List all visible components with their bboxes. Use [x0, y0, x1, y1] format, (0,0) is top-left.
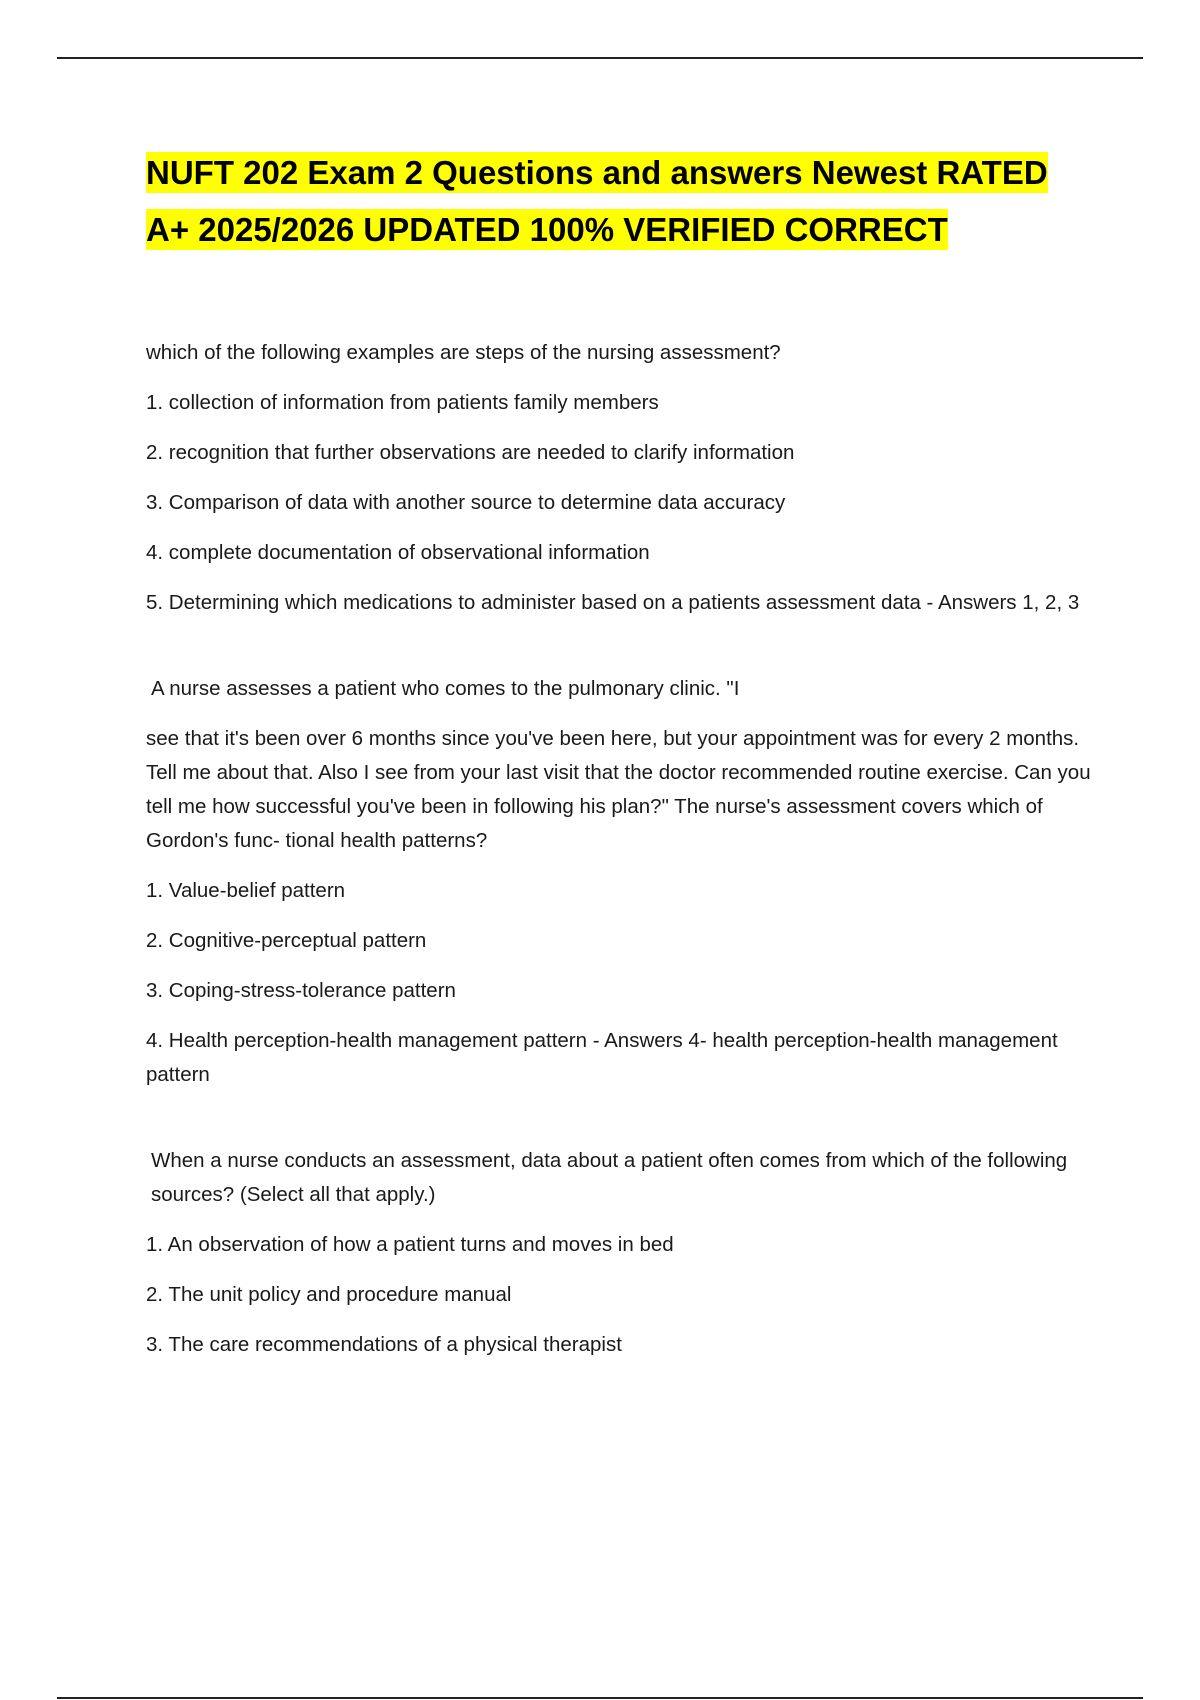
answer-option: 1. Value-belief pattern — [146, 879, 346, 902]
question-stem: When a nurse conducts an assessment, data about a patient often comes from which of the following sources? (Select all that apply.) — [151, 1149, 1068, 1206]
question-stem: which of the following examples are steps of the nursing assessment? — [146, 341, 781, 364]
answer-option: 3. Coping-stress-tolerance pattern — [146, 979, 456, 1002]
highlighted-title-text: NUFT 202 Exam 2 Questions and answers Newest RATED A+ 2025/2026 UPDATED 100% VERIFIED CORRECT — [146, 154, 1048, 248]
document-title — [146, 144, 1096, 258]
document-body — [146, 144, 1096, 1378]
top-rule — [57, 57, 1143, 59]
answer-option: 1. An observation of how a patient turns and moves in bed — [146, 1233, 674, 1256]
answer-option: 3. Comparison of data with another source to determine data accuracy — [146, 491, 786, 514]
answer-option: 2. recognition that further observations are needed to clarify information — [146, 441, 795, 464]
answer-option: 4. complete documentation of observational information — [146, 541, 650, 564]
answer-option: 2. The unit policy and procedure manual — [146, 1283, 512, 1306]
question-stem-continued: see that it's been over 6 months since you've been here, but your appointment was for every 2 months. Tell me about that. Also I see from your last visit that the doctor recommended routine exercise. Can you tell me how successful you've been in following his plan?" The nurse's assessment covers which of Gordon's func- tional health patterns? — [146, 727, 1091, 852]
answer-option-with-answer: 5. Determining which medications to administer based on a patients assessment data - Answers 1, 2, 3 — [146, 591, 1080, 614]
question-2 — [146, 672, 1096, 1092]
answer-option: 3. The care recommendations of a physical therapist — [146, 1333, 622, 1356]
answer-option: 2. Cognitive-perceptual pattern — [146, 929, 427, 952]
answer-option-with-answer: 4. Health perception-health management pattern - Answers 4- health perception-health management pattern — [146, 1029, 1058, 1086]
answer-option: 1. collection of information from patients family members — [146, 391, 659, 414]
question-3 — [146, 1144, 1096, 1362]
question-1 — [146, 336, 1096, 620]
bottom-rule — [57, 1697, 1143, 1699]
question-stem: A nurse assesses a patient who comes to the pulmonary clinic. "I — [151, 677, 740, 700]
